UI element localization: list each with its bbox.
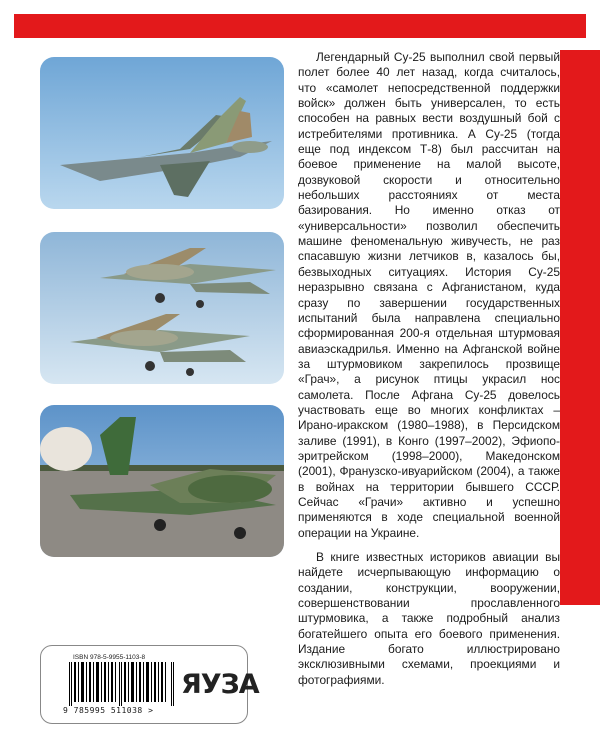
aircraft-photo-2 bbox=[40, 232, 284, 384]
aircraft-photo-3 bbox=[40, 405, 284, 557]
publisher-logo-text: ЯУЗА bbox=[181, 669, 259, 700]
paragraph-1: Легендарный Су-25 выполнил свой первый полет более 40 лет назад, когда считалось, что «самолет непосредственной поддержки войск» должен быть универсален, то есть способен на равных вести воздушный бой с истребителями противника. А Су-25 (тогда еще под индексом Т-8) был рассчитан на боевое применение на малой высоте, дозвуковой скорости и относительно небольших расстояниях от места базирования. Но именно отказ от «универсальности» позволил обеспечить машине феноменальную живучесть, не раз спасавшую жизни летчиков в, казалось бы, безвыходных ситуациях. История Су-25 неразрывно связана с Афганистаном, куда сразу по завершении государственных испытаний была направлена специально сформированная 200-я отдельная штурмовая авиаэскадрилья. Именно на Афганской войне за штурмовиком закрепилось прозвище «Грач», а рисунок птицы украсил нос самолета. После Афгана Су-25 довелось участвовать еще во многих конфликтах – Ирано-иракском (1980–1988), в Персидском заливе (1991), в Конго (1997–2002), Эфиопо-эритрейском (1998–2000), Македонском (2001), Франузско-ивуарийском (2004), а также в войнах на территории бывшего СССР. Сейчас «Грачи» активно и успешно применяются в ходе специальной военной операции на Украине. bbox=[298, 50, 560, 540]
top-red-bar bbox=[14, 14, 586, 38]
isbn-label: ISBN 978-5-9955-1103-8 bbox=[73, 654, 146, 661]
right-red-bar bbox=[560, 50, 600, 605]
paragraph-2: В книге известных историков авиации вы найдете исчерпывающую информацию о создании, конструкции, вооружении, совершенствовании прославленного штурмовика, а также подробный анализ богатейшего опыта его боевого применения. Издание богато иллюстрировано эксклюзивными схемами, проекциями и фотографиями. bbox=[298, 550, 560, 687]
publisher-logo bbox=[181, 668, 259, 702]
barcode-image bbox=[69, 662, 175, 706]
isbn-barcode-box bbox=[40, 645, 259, 724]
aircraft-photo-1 bbox=[40, 57, 284, 209]
barcode-number: 9 785995 511038 > bbox=[63, 706, 154, 715]
description-text bbox=[298, 50, 560, 697]
